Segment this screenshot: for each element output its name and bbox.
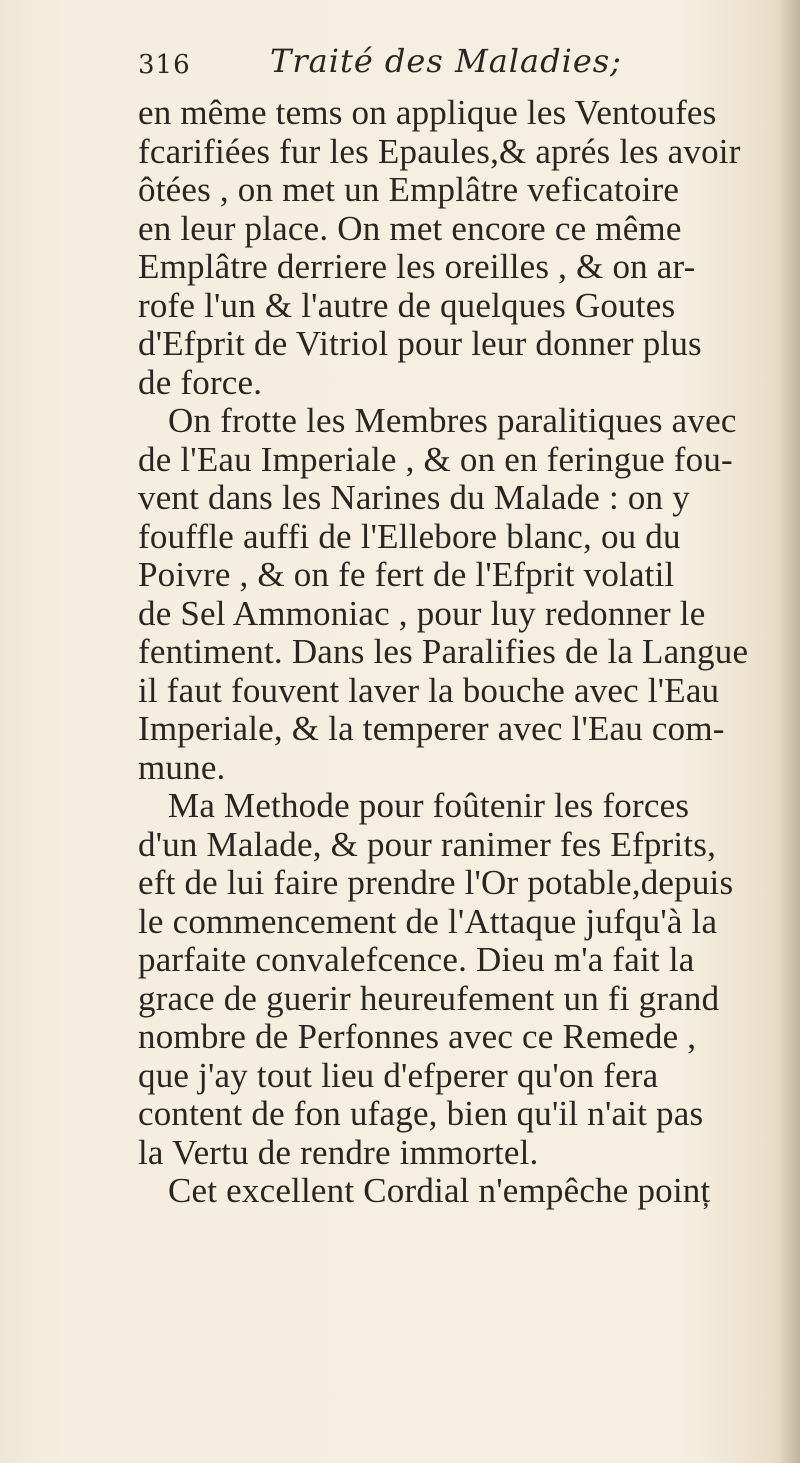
text-line: en même tems on applique les Ventoufes [138, 94, 717, 132]
text-line: fouffle auffi de l'Ellebore blanc, ou du [138, 517, 681, 556]
text-line: en leur place. On met encore ce même [138, 209, 682, 248]
text-line: vent dans les Narines du Malade : on y [138, 479, 690, 517]
running-title: Traité des Maladies; [270, 42, 622, 80]
text-line: le commencement de l'Attaque jufqu'à la [138, 902, 718, 941]
text-line: il faut fouvent laver la bouche avec l'Eau [138, 671, 720, 710]
text-line: nombre de Perfonnes avec ce Remede , [138, 1018, 697, 1056]
text-line: que j'ay tout lieu d'efperer qu'on fera [138, 1056, 659, 1095]
text-line: d'Efprit de Vitriol pour leur donner plus [138, 325, 702, 363]
text-line: grace de guerir heureufement un fi grand [138, 979, 720, 1018]
text-line: la Vertu de rendre immortel. [138, 1133, 539, 1172]
text-line: rofe l'un & l'autre de quelques Goutes [138, 286, 676, 325]
text-line: parfaite convalefcence. Dieu m'a fait la [138, 941, 695, 979]
text-line: de force. [138, 363, 263, 402]
text-line: content de fon ufage, bien qu'il n'ait pas [138, 1095, 704, 1133]
text-line: de Sel Ammoniac , pour luy redonner le [138, 594, 706, 633]
text-line: On frotte les Membres paralitiques avec [168, 402, 737, 440]
text-line: ôtées , on met un Emplâtre veficatoire [138, 171, 680, 209]
text-line: eft de lui faire prendre l'Or potable,depuis [138, 864, 734, 902]
text-line: Imperiale, & la temperer avec l'Eau com- [138, 710, 725, 748]
text-line: fentiment. Dans les Paralifies de la Langue [138, 633, 749, 671]
page-header [138, 42, 768, 92]
text-line: Cet excellent Cordial n'empêche poinț [168, 1172, 711, 1210]
body-text [138, 94, 788, 1211]
text-line: Emplâtre derriere les oreilles , & on ar- [138, 248, 696, 286]
text-line: de l'Eau Imperiale , & on en feringue fou- [138, 440, 733, 479]
text-line: mune. [138, 748, 226, 787]
text-line: fcarifiées fur les Epaules,& aprés les avoir [138, 132, 741, 171]
text-line: Poivre , & on fe fert de l'Efprit volatil [138, 556, 675, 594]
text-line: d'un Malade, & pour ranimer fes Efprits, [138, 825, 717, 864]
text-line: Ma Methode pour foûtenir les forces [168, 787, 690, 825]
page-number: 316 [138, 50, 191, 80]
